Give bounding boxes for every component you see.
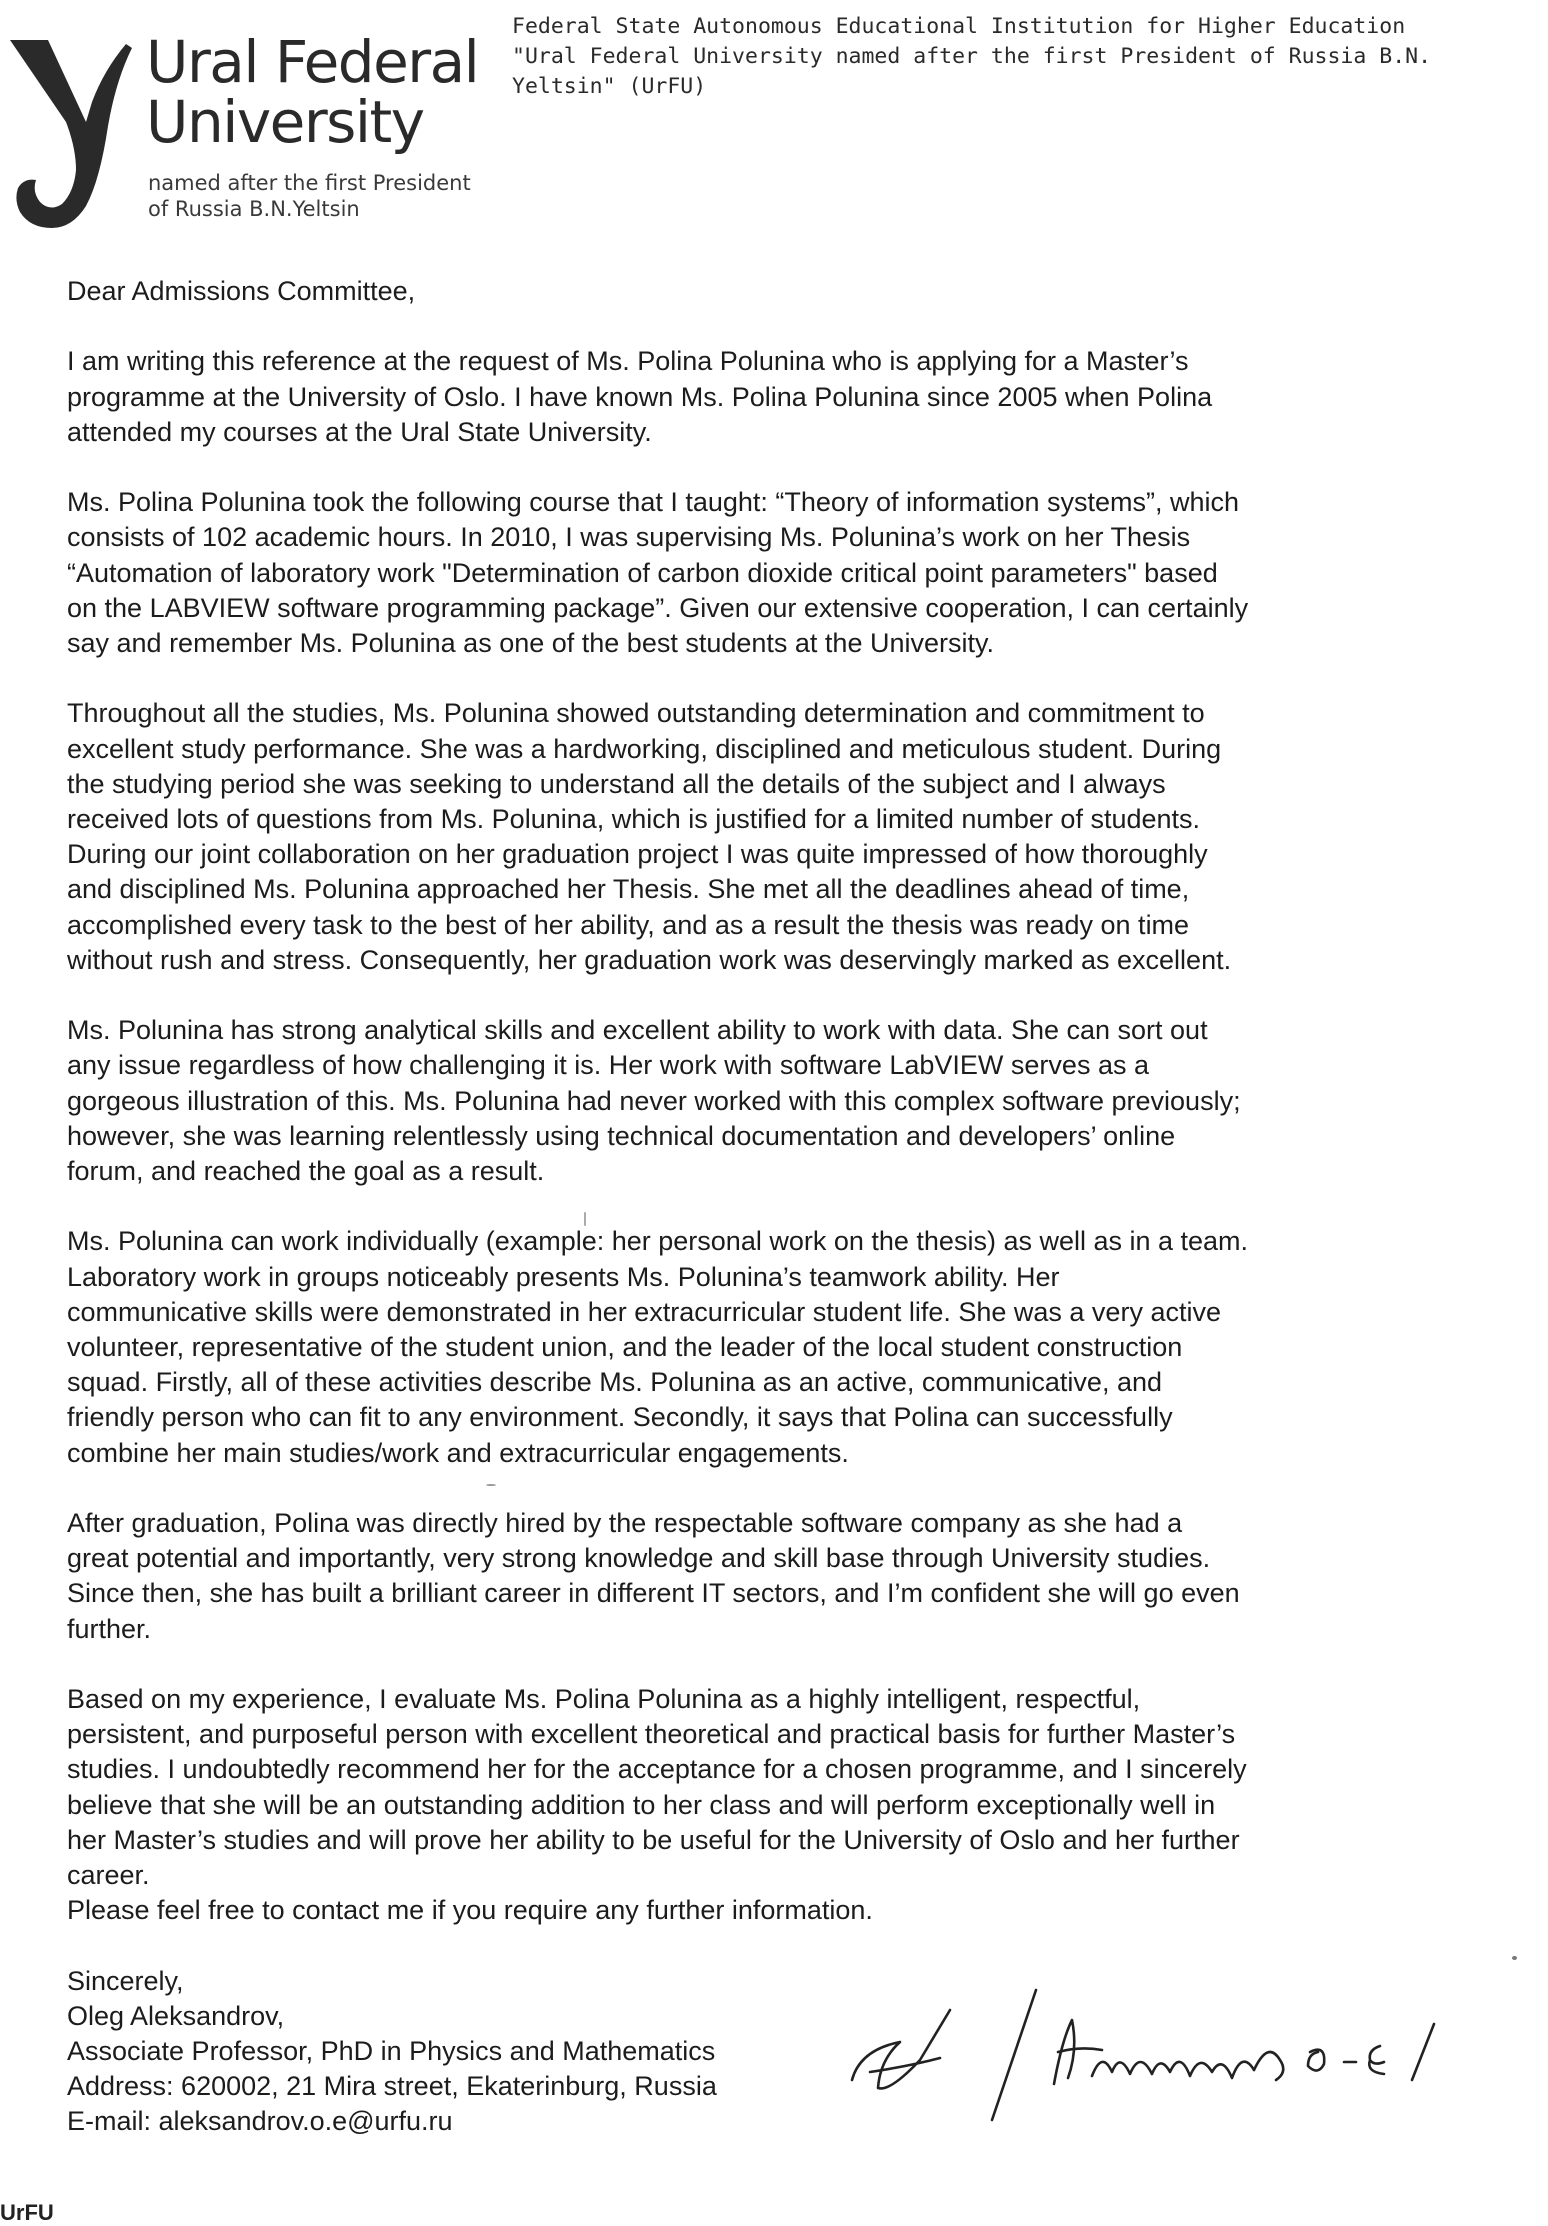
paragraph-line: Since then, she has built a brilliant career in different IT sectors, and I’m confident she will go even (67, 1578, 1240, 1609)
paragraph-line: consists of 102 academic hours. In 2010, I was supervising Ms. Polunina’s work on her Thesis (67, 522, 1191, 553)
paragraph-line: and disciplined Ms. Polunina approached her Thesis. She met all the deadlines ahead of time, (67, 874, 1190, 905)
salutation (67, 274, 1467, 309)
institution-header (512, 12, 1522, 102)
institution-line: Yeltsin" (UrFU) (512, 74, 707, 99)
paragraph-line: excellent study performance. She was a hardworking, disciplined and meticulous student. During (67, 733, 1222, 764)
handwritten-signature (840, 1980, 1450, 2130)
signatory-title: Associate Professor, PhD in Physics and Mathematics (67, 2036, 716, 2067)
paragraph-line: however, she was learning relentlessly using technical documentation and developers’ online (67, 1120, 1176, 1151)
paragraph-line: say and remember Ms. Polunina as one of the best students at the University. (67, 628, 994, 658)
paragraph-line: Based on my experience, I evaluate Ms. Polina Polunina as a highly intelligent, respectful, (67, 1684, 1141, 1715)
paragraph-line: During our joint collaboration on her graduation project I was quite impressed of how thoroughly (67, 839, 1208, 870)
salutation-text: Dear Admissions Committee, (67, 276, 416, 306)
paragraph-course (67, 485, 1467, 661)
footer-urfu-mark: UrFU (0, 2200, 54, 2225)
scan-speck (486, 1484, 496, 1486)
valediction: Sincerely, (67, 1965, 184, 1996)
paragraph-line: I am writing this reference at the request of Ms. Polina Polunina who is applying for a Master’s (67, 346, 1189, 377)
urfu-logo-mark-icon (8, 30, 136, 230)
paragraph-line: accomplished every task to the best of her ability, and as a result the thesis was ready on time (67, 909, 1190, 940)
paragraph-line: career. (67, 1860, 150, 1891)
paragraph-line: “Automation of laboratory work "Determination of carbon dioxide critical point parameters" based (67, 557, 1218, 588)
paragraph-line: volunteer, representative of the student union, and the leader of the local student construction (67, 1332, 1183, 1363)
logo-university-name (146, 28, 486, 156)
logo-tagline-line: named after the first President (148, 171, 471, 195)
paragraph-career (67, 1506, 1467, 1647)
paragraph-line: communicative skills were demonstrated in her extracurricular student life. She was a very active (67, 1296, 1221, 1327)
paragraph-line: Ms. Polina Polunina took the following course that I taught: “Theory of information systems”, which (67, 487, 1240, 518)
paragraph-line: on the LABVIEW software programming package”. Given our extensive cooperation, I can certainly (67, 592, 1249, 623)
scan-speck (1512, 1956, 1517, 1960)
signatory-address: Address: 620002, 21 Mira street, Ekaterinburg, Russia (67, 2071, 717, 2102)
paragraph-line: Laboratory work in groups noticeably presents Ms. Polunina’s teamwork ability. Her (67, 1261, 1060, 1292)
institution-line: "Ural Federal University named after the first President of Russia B.N. (512, 44, 1432, 69)
paragraph-line: the studying period she was seeking to understand all the details of the subject and I always (67, 768, 1166, 799)
paragraph-skills (67, 1013, 1467, 1189)
paragraph-teamwork (67, 1224, 1467, 1470)
paragraph-line: Throughout all the studies, Ms. Polunina showed outstanding determination and commitment to (67, 698, 1205, 729)
paragraph-recommendation (67, 1682, 1467, 1893)
paragraph-line: without rush and stress. Consequently, her graduation work was deservingly marked as excellent. (67, 944, 1232, 975)
logo-name-line: Ural Federal (146, 28, 479, 96)
signatory-email: E-mail: aleksandrov.o.e@urfu.ru (67, 2106, 453, 2137)
scan-speck (584, 1212, 586, 1226)
signatory-name: Oleg Aleksandrov, (67, 2000, 285, 2031)
paragraph-intro (67, 344, 1467, 450)
paragraph-studies (67, 696, 1467, 978)
paragraph-line: squad. Firstly, all of these activities describe Ms. Polunina as an active, communicative, and (67, 1367, 1163, 1398)
paragraph-line: After graduation, Polina was directly hired by the respectable software company as she had a (67, 1508, 1183, 1539)
paragraph-line: believe that she will be an outstanding addition to her class and will perform exceptionally well in (67, 1789, 1216, 1820)
paragraph-line: studies. I undoubtedly recommend her for the acceptance for a chosen programme, and I sincerely (67, 1754, 1247, 1785)
paragraph-line: Ms. Polunina has strong analytical skills and excellent ability to work with data. She can sort out (67, 1015, 1208, 1046)
paragraph-line: programme at the University of Oslo. I have known Ms. Polina Polunina since 2005 when Polina (67, 381, 1213, 412)
logo-tagline (148, 170, 478, 222)
paragraph-line: gorgeous illustration of this. Ms. Polunina had never worked with this complex software previously; (67, 1085, 1241, 1116)
logo-tagline-line: of Russia B.N.Yeltsin (148, 197, 360, 221)
paragraph-line: friendly person who can fit to any environment. Secondly, it says that Polina can successfully (67, 1402, 1173, 1433)
paragraph-line: forum, and reached the goal as a result. (67, 1156, 545, 1187)
paragraph-line: great potential and importantly, very strong knowledge and skill base through University studies. (67, 1543, 1211, 1574)
institution-line: Federal State Autonomous Educational Institution for Higher Education (512, 14, 1406, 39)
logo-name-line: University (146, 88, 424, 156)
paragraph-line: further. (67, 1613, 152, 1644)
university-logo (8, 30, 478, 230)
contact-line (67, 1893, 1467, 1928)
paragraph-line: her Master’s studies and will prove her ability to be useful for the University of Oslo and her further (67, 1824, 1240, 1855)
letter-body (67, 274, 1467, 2140)
contact-line-text: Please feel free to contact me if you require any further information. (67, 1895, 873, 1926)
paragraph-line: combine her main studies/work and extracurricular engagements. (67, 1437, 849, 1468)
paragraph-line: persistent, and purposeful person with excellent theoretical and practical basis for further Master’s (67, 1719, 1236, 1750)
paragraph-line: any issue regardless of how challenging it is. Her work with software LabVIEW serves as a (67, 1050, 1149, 1081)
paragraph-line: attended my courses at the Ural State University. (67, 416, 652, 447)
paragraph-line: received lots of questions from Ms. Polunina, which is justified for a limited number of students. (67, 804, 1201, 834)
paragraph-line: Ms. Polunina can work individually (example: her personal work on the thesis) as well as in a team. (67, 1226, 1249, 1257)
